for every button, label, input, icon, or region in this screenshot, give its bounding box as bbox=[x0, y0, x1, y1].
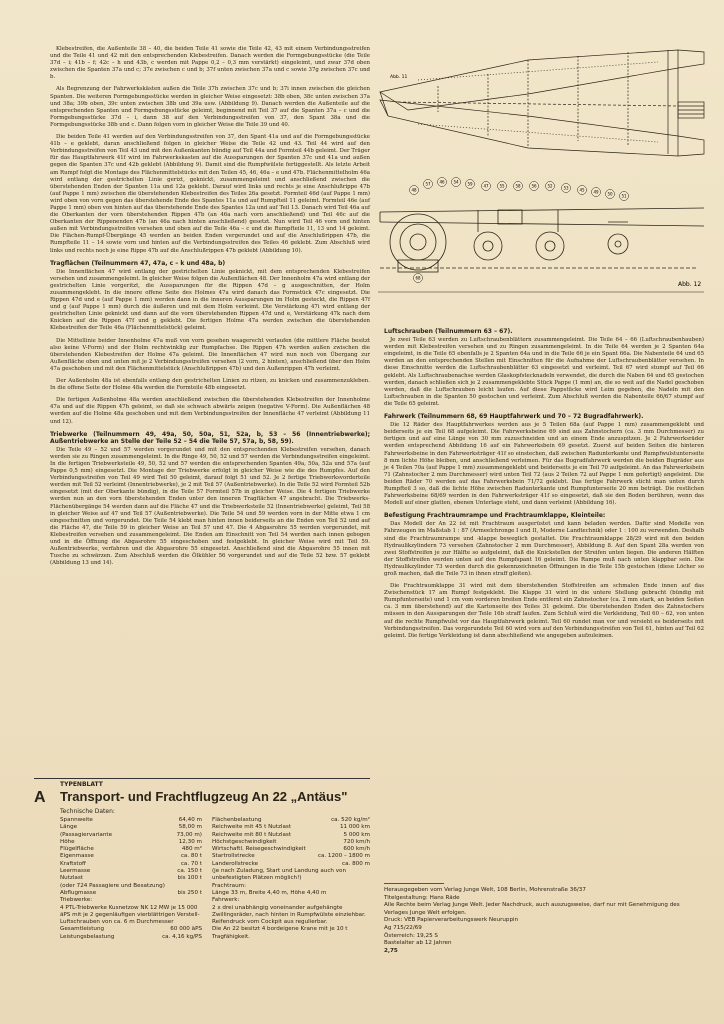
spec-key: Frachtraum: bbox=[212, 882, 246, 889]
imprint-publisher: Herausgegeben vom Verlag Junge Welt, 108 Berlin, Mohrenstraße 36/37 bbox=[384, 887, 586, 893]
spec-row bbox=[60, 890, 202, 897]
paragraph: Die 12 Räder des Hauptfahrwerkes werden aus je 5 Teilen 68a (auf Pappe 1 mm) zusammengeklebt und beiderseits je ein Teil 68 aufgeleimt. Die Fahrwerksbeine 69 sind aus Zahnstochern (ca. 3 mm Durchmesser) zu fertigen und auf eine Länge von 30 mm zuzuschneiden und an einem Ende anzuspitzen. Je 2 Fahrwerksräder werden entsprechend Abbildung 16 auf ein Fahrwerksbein 69 gesetzt. Zuerst auf beiden Seiten die hinteren Fahrwerksbeine in den Fahrwerksträger 41f so einstechen, daß zwischen Radunterkante und Rumpfwulstunterseite 8 mm lichte Höhe bleiben, und anschließend verleimen. Für das Bugradfahrwerk werden die beiden Bugräder aus je 4 Teilen 70a (auf Pappe 1 mm) zusammengeklebt und beiderseits je ein Teil 70 aufgeleimt. An das Fahrwerksbein 71 (Zahnstocher 2 mm Durchmesser) wird unten Teil 72 (aus 2 Teilen 72 auf Pappe 1 mm gefertigt) angeleimt. Die beiden Räder 70 werden auf das Fahrwerksbein 71/72 geklebt. Das fertige Fahrwerk sticht man unten durch Rumpfteil 3 so, daß die lichte Höhe zwischen Radunterkante und Rumpfunterseite 20 mm beträgt. Die restlichen Fahrwerksbeine 68/69 werden in den Fahrwerksträger 41f so eingesetzt, daß sie den Boden berühren, wenn das Modell auf einer glatten, ebenen Unterlage steht, und dann verleimt (Abbildung 16). bbox=[384, 422, 704, 507]
imprint-printer: Druck: VEB Papierverarbeitungswerk Neuruppin bbox=[384, 917, 519, 924]
paragraph: Der Außenholm 48a ist ebenfalls entlang den gestrichelten Linien zu ritzen, zu knicken und zusammenzukleben. In die offene Seite der Holme 48a werden die Formteile 48b eingesetzt. bbox=[50, 378, 370, 392]
spec-value: 58,00 m bbox=[178, 824, 202, 831]
spec-row bbox=[60, 832, 202, 839]
callout bbox=[414, 274, 423, 283]
spec-value: 5 000 km bbox=[343, 831, 370, 838]
spec-key: Nutzlast bbox=[60, 875, 83, 882]
callout bbox=[438, 178, 447, 187]
callout bbox=[410, 186, 419, 195]
callout bbox=[578, 186, 587, 195]
callout bbox=[452, 178, 461, 187]
left-text-column bbox=[50, 46, 370, 572]
section-heading: Luftschrauben (Teilnummern 63 – 67). bbox=[384, 328, 513, 335]
paragraph: Als Begrenzung der Fahrwerkskästen außen die Teile 37h zwischen 37c und b; 37i innen zwischen die gleichen Spanten. Die weiteren Formgebungsstücke werden in gleicher Weise eingesetzt: 38b oben, 38c unten zwischen 37a und 38a; 39b oben, 39c unten zwischen 38b und 39a usw. (Abbildung 9). Danach werden die Außenteile auf die entsprechenden Spanten und Formgebungsstücke geleimt, beginnend mit Teil 37 auf die Spanten 37a – c und die Formgebungsstücke 37d – i, dann 38 auf den Verbindungsstreifen von 37, den Spant 38a und die Formgebungsstücke 38b und c. Dann folgen vorn in gleicher Weise die Teile 39 und 40. bbox=[50, 86, 370, 128]
spec-row bbox=[60, 926, 202, 933]
callout bbox=[606, 190, 615, 199]
imprint-rights: Alle Rechte beim Verlag Junge Welt. Jeder Nachdruck, auch auszugsweise, darf nur mit Genehmigung des Verlages Junge Welt erfolgen. bbox=[384, 902, 680, 916]
spec-note: 2 x drei unabhängig voneinander aufgehängte Zwillingsräder, nach hinten in Rumpfwülste einziehbar. Reifendruck vom Cockpit aus regulierbar. bbox=[212, 904, 366, 926]
spec-row bbox=[212, 832, 370, 839]
svg-text:48: 48 bbox=[411, 187, 417, 193]
technical-drawing bbox=[378, 46, 708, 316]
spec-row bbox=[212, 846, 370, 853]
svg-text:55: 55 bbox=[499, 183, 505, 189]
svg-text:51: 51 bbox=[621, 193, 627, 199]
svg-text:59: 59 bbox=[467, 181, 473, 187]
spec-key: Gesamtleistung bbox=[60, 926, 105, 933]
paragraph: Je zwei Teile 63 werden zu Luftschraubenblättern zusammengeleimt. Die Teile 64 – 66 (Luftschraubenhauben) werden mit Klebestreifen versehen und zu Ringen zusammengeleimt. In die Teile 64 werden je 2 Spanten 64a eingeleimt, in die Teile 65 ebenfalls je 2 Spanten 64a und in die Teile 66 je ein Spant 66a. Die Nabenteile 64 und 65 werden an den entsprechenden Stellen mit Einschnitten für die Aufnahme der Luftschraubenblätter versehen. In diese Einschnitte werden die Luftschraubenblätter 63 eingesetzt und verleimt. Teil 67 wird stumpf auf Teil 66 geklebt. Als Luftschraubenachse werden Glaskopfstecknadeln verwendet, die durch die Naben 64 und 65 gestochen werden, danach schließen sich je 2 zusammengeklebte Stück Pappe (1 mm) an, die so weit auf die Nadel geschoben werden, daß die Luftschrauben leicht laufen. Auf diese Pappstücke wird Leim gegeben, die Nadeln mit den Luftschrauben in die Spanten 50 gestochen und verleimt. Zum Abschluß werden die Nabenteile 66/67 stumpf auf die Teile 65 geleimt. bbox=[384, 337, 704, 407]
paragraph: Die Teile 49 – 52 und 57 werden vorgerundet und mit den entsprechenden Klebestreifen versehen, danach werden sie zu Ringen zusammengeleimt. In die Ringe 49, 50, 52 und 57 werden die Verbindungsstreifen eingeleimt. In die fertigen Triebwerksteile 49, 50, 52 und 57 werden die entsprechenden Spanten 49a, 50a, 52a und 57a (auf Pappe 0,5 mm) eingesetzt. Die Montage der Triebwerke erfolgt in gleicher Weise wie die des Rumpfes. Auf den Verbindungsstreifen von Teil 49 wird Teil 50 geleimt, darauf folgt 51 und 52. Je 2 fertige Triebwerksvorderteile werden mit Teil 52 verleimt (Innentriebwerke), je 2 mit Teil 57 (Außentriebwerke). In die Teile 52 wird Formteil 52b eingesetzt (mit der Oberkante bündig), in die Teile 57 Formteil 57b in gleicher Weise. Die 4 fertigen Triebwerke werden nun an den vorn überstehenden Enden unter den inneren Tragflächen 47 angebracht. Die Triebwerks-Flächenübergänge 54 werden dann auf die Fläche 47 und die Triebwerksteile 52 (Innentriebwerke) geleimt, Teil 58 in gleicher Weise auf 47 und Teil 57 (Außentriebwerke). Die Teile 54 und 59 werden vorn in der Mitte etwa 1 cm eingeschnitten und vorgerundet. Die Teile 54 klebt man hinten innen beiderseits an die Enden von Teil 52 und auf die Fläche 47, die Teile 59 in gleicher Weise an Teil 57 und 47. Die 4 Abgasrohre 55 werden vorgerundet, mit Klebestreifen versehen und zusammengeleimt. Die Enden am Einschnitt von Teil 54 werden nach innen gebogen und in die Öffnung die Abgasrohre 55 eingeschoben und festgeklebt. In gleicher Weise wird mit Teil 59. Außentriebwerke, verfahren und die Abgasrohre 55 eingesetzt. Anschließend sind die Abgasrohre 55 innen mit Tusche zu schwärzen. Zum Abschluß werden die Ölkühler 56 vorgerundet und auf die Teile 52 bzw. 57 geklebt (Abbildung 13 und 14). bbox=[50, 446, 370, 567]
type-sheet-subtitle: Technische Daten: bbox=[60, 808, 115, 815]
callout bbox=[562, 184, 571, 193]
section-heading: Triebwerke (Teilnummern 49, 49a, 50, 50a, 51, 52a, b, 53 – 56 (Innentriebwerke); Außentriebwerke an Stelle der Teile 52 – 54 die Teile 57, 57a, b, 58, 59). bbox=[50, 430, 370, 445]
imprint-age: Bastelalter ab 12 Jahren bbox=[384, 940, 452, 947]
callout bbox=[546, 182, 555, 191]
spec-row bbox=[60, 861, 202, 868]
callout bbox=[620, 192, 629, 201]
spec-row bbox=[212, 839, 370, 846]
svg-text:45: 45 bbox=[579, 187, 585, 193]
imprint-license: Ag 715/22/69 bbox=[384, 924, 422, 931]
callout bbox=[498, 182, 507, 191]
wing-planform-drawing bbox=[380, 50, 704, 156]
spec-key: Eigenmasse bbox=[60, 853, 94, 860]
spec-note: Die An 22 besitzt 4 bordeigene Krane mit je 10 t Tragfähigkeit. bbox=[212, 926, 348, 940]
spec-key: (Passagiervariante bbox=[60, 831, 113, 838]
paragraph: Die beiden Teile 41 werden auf den Verbindungsstreifen von 37, den Spant 41a und auf die Formgebungsstücke 41b – e geklebt, daran anschließend folgen in gleicher Weise die Teile 42 und 43. Teil 44 wird auf den Verbindungsstreifen von Teil 43 und mit den Außenkanten bündig auf Teil 44a und Formteil 44b geleimt. Der Träger für das Hauptfahrwerk 41f wird im Fahrwerkskasten auf die Aussparungen der Spanten 37c und 41a und außen gegen die Spanten 37c und 42b geklebt (Abbildung 9). Damit sind die Rumpfwülste fertiggestellt. Als letzte Arbeit am Rumpf folgt die Montage des Flächenmittelstücks mit den Teilen 45, 46, 46a – e und 47b. Flächenmittelholm 46a wird entlang der gestrichelten Linie gerizt, geknickt, zusammengeleimt und anschließend zwischen die überstehenden Enden der Spanten 11a und 12a geklebt. Darauf wird links und rechts je eine Anschlußrippe 47b (auf Pappe 1 mm) zwischen die überstehenden Klebestreifen des Teiles 26a gesetzt. Formteil 46d (auf Pappe 1 mm) wird oben von vorn gegen das überstehende Ende des Spantes 11a und auf Rumpfteil 11 geleimt. Formteil 46e (auf Pappe 1 mm) oben von hinten auf das überstehende Ende des Spantes 12a und auf Teil 13. Danach wird Teil 46a auf die Oberkanten der vorn überstehenden Rippen 47b (an 46a nach vorn anschließend) und Teil 46c auf die Oberkanten der Rippenenden 47b (an 46a nach hinten anschließend) gesetzt. Nun wird Teil 46 vorn und hinten außen mit Verbindungsstreifen versehen und oben auf die Teile 46a – c und die Rumpfteile 11, 13 und 14 geleimt. Die Flächen-Rumpf-Übergänge 45 werden an beiden Enden vergerundet und auf die Anschlußrippen 47b, die Rumpfteile 11 – 14 sowie vorn und hinten auf die Verbindungsstreifen des Teiles 46 geklebt. Zum Abschluß wird links und rechts noch je eine Rippe 47b auf die Anschlußrippen 47b geklebt (Abbildung 10). bbox=[50, 134, 370, 254]
spec-value: bis 250 t bbox=[177, 889, 202, 896]
type-sheet-label: TYPENBLATT bbox=[60, 781, 103, 788]
spec-row bbox=[212, 883, 370, 890]
spec-key: Reichweite mit 45 t Nutzlast bbox=[212, 824, 292, 831]
spec-value: 73,00 m) bbox=[176, 831, 202, 838]
spec-value: 12,30 m bbox=[178, 838, 202, 845]
spec-value: 64,40 m bbox=[178, 817, 202, 823]
fig-main-label: Abb. 12 bbox=[678, 281, 702, 288]
spec-key: Flächenbelastung bbox=[212, 817, 262, 823]
imprint-divider bbox=[384, 883, 444, 884]
svg-text:54: 54 bbox=[453, 179, 459, 185]
spec-row bbox=[60, 875, 202, 882]
svg-text:50: 50 bbox=[607, 191, 613, 197]
spec-row bbox=[60, 853, 202, 860]
spec-value: 480 m² bbox=[181, 846, 202, 853]
spec-value: ca. 70 t bbox=[180, 860, 202, 867]
spec-value: 600 km/h bbox=[343, 846, 370, 853]
callout bbox=[466, 180, 475, 189]
spec-row bbox=[60, 868, 202, 875]
callout bbox=[424, 180, 433, 189]
spec-key: Spannweite bbox=[60, 817, 93, 823]
svg-text:49: 49 bbox=[593, 189, 599, 195]
spec-note: Länge 33 m, Breite 4,40 m, Höhe 4,40 m bbox=[212, 889, 327, 896]
spec-row bbox=[212, 897, 370, 904]
spec-key: Höchstgeschwindigkeit bbox=[212, 838, 277, 845]
spec-row bbox=[60, 846, 202, 853]
spec-row bbox=[60, 839, 202, 846]
imprint-price: 2,75 bbox=[384, 947, 398, 954]
right-text-column bbox=[384, 324, 704, 645]
callout bbox=[482, 182, 491, 191]
spec-value: 720 km/h bbox=[343, 838, 370, 845]
spec-row bbox=[212, 861, 370, 868]
spec-row bbox=[212, 824, 370, 831]
spec-key: Länge bbox=[60, 824, 78, 831]
type-sheet-title: Transport- und Frachtflugzeug An 22 „Antäus" bbox=[60, 789, 348, 804]
front-view-drawing bbox=[378, 208, 704, 292]
spec-value: ca. 1200 – 1800 m bbox=[317, 853, 370, 860]
callout bbox=[514, 182, 523, 191]
paragraph: Die Frachtraumklappe 31 wird mit dem überstehenden Stoffstreifen am schmalen Ende innen auf das Zwischenstück 17 am Rumpf festgeklebt. Die Klappe 31 wird in die untere Stellung gebracht (bündig mit Rumpfunterseite) und 1 cm vom vorderen breiten Ende entfernt ein Zahnstocher (ca. 2 mm stark, an beiden Seiten ca. 3 mm überstehend) auf die Kartonseite des Teiles 31 geleimt. Die überstehenden Enden des Zahnstochers müssen in den Aussparungen der Teile 16b straff laufen. Zum Schluß wird die Verkleidung, Teil 60 – 62, von unten auf die rechte Rumpfwulst vor das Hauptfahrwerk geleimt. Teil 60 rundet man vor und versieht es beiderseits mit Verbindungsstreifen. Das vorgerundete Teil 60 wird vorn auf den Verbindungsstreifen von Teil 61, hinten auf Teil 62 geleimt. Die fertige Verkleidung ist dann abschließend wie angegeben aufzuleimen. bbox=[384, 583, 704, 639]
spec-key: (oder 724 Passagiere und Besatzung) bbox=[60, 882, 165, 889]
spec-key: Wirtschaftl. Reisegeschwindigkeit bbox=[212, 846, 306, 853]
svg-text:47: 47 bbox=[483, 183, 489, 189]
svg-text:68: 68 bbox=[415, 275, 421, 281]
spec-value: ca. 800 m bbox=[342, 860, 370, 867]
spec-value: ca. 520 kg/m² bbox=[331, 817, 370, 823]
spec-key: Kraftstoff bbox=[60, 860, 86, 867]
spec-note: 4 PTL-Triebwerke Kusnetzow NK 12 MW je 15 000 äPS mit je 2 gegenläufigen vierblättrigen Verstell-Luftschrauben von ca. 6 m Durchmesser bbox=[60, 904, 200, 926]
spec-note: (je nach Zuladung, Start und Landung auch von unbefestigten Plätzen möglich!) bbox=[212, 868, 347, 882]
imprint bbox=[384, 880, 704, 955]
paragraph: Das Modell der An 22 ist mit Frachtraum ausgerüstet und kann beladen werden. Dafür sind Modelle von Fahrzeugen im Maßstab 1 : 87 (Armeelchronge I und II, Moderne Landtechnik) oder 1 : 100 zu verwenden. Deshalb sind die Frachtraumrampe und -klappe beweglich gestaltet. Die Frachtraumklappe 28/29 wird mit den beiden Hydraulikzylindern 73 versehen (Zahnstocher 2 mm Durchmesser), Abbildung 8. Auf den Spant 28a werden von zwei Stoffstreifen je zur Hälfte so aufgeleimt, daß die Knickstellen der Streifen unten liegen. Die anderen Hälften der Stoffstreifen werden unten auf den Rumpfspant 16 geleimt. Die Rampe muß nach unten klappbar sein. Die Hydraulikzylinder 73 werden durch die gekennzeichneten Öffnungen in die Teile 15b gestochen (diese Löcher so groß machen, daß die Teile 73 in ihnen straff gleiten). bbox=[384, 521, 704, 577]
section-heading: Befestigung Frachtraumrampe und Frachtraumklappe, Kleinteile: bbox=[384, 512, 606, 520]
spec-key: Höhe bbox=[60, 838, 75, 845]
paragraph: Die Innenflächen 47 wird entlang der gestrichelten Linie geknickt, mit dem entsprechenden Klebestreifen versehen und zusammengeleimt. In gleicher Weise folgen die Außenflächen 48. Der Innenholm 47a wird entlang der gestrichelten Linie vorgeritzt, die Aussparungen für die Rippen 47d – g ausgeschnitten, der Holm zusammengeklebt. In die innere offene Seite des Holmes 47a wird danach das Formstück 47c eingesetzt. Die Rippen 47d und e (auf Pappe 1 mm) werden dann in die inneren Aussparungen im Holm gesteckt, die Rippen 47f und g (auf Pappe 1 mm) durch die äußeren und mit dem Holm verleimt. Die Verstärkung 47i wird entlang der gestrichelten Linie geknickt und dann auf die vorn überstehenden Rippen 47d und e, Verstärkung 47k nach dem Knicken auf die Rippen 47f und g geklebt. Die fertigen Holme 47a werden zwischen die überstehenden Klebestreifen der Teile 46a (Flächenmittelstück) geleimt. bbox=[50, 268, 370, 332]
spec-row bbox=[212, 817, 370, 824]
callout bbox=[592, 188, 601, 197]
type-sheet-letter: A bbox=[34, 789, 46, 806]
spec-key: Landerollstrecke bbox=[212, 860, 259, 867]
callout-circles bbox=[410, 178, 629, 283]
svg-text:52: 52 bbox=[547, 183, 553, 189]
spec-row bbox=[60, 824, 202, 831]
spec-value: bis 100 t bbox=[177, 875, 202, 882]
spec-value: ca. 80 t bbox=[180, 853, 202, 860]
type-sheet bbox=[34, 778, 370, 1005]
spec-row bbox=[60, 883, 202, 890]
callout bbox=[530, 182, 539, 191]
svg-text:53: 53 bbox=[563, 185, 569, 191]
spec-key: Abflugmasse bbox=[60, 889, 97, 896]
spec-value: 11 000 km bbox=[339, 824, 370, 831]
spec-list-right bbox=[212, 817, 370, 941]
paragraph: Klebestreifen, die Außenteile 38 – 40, die beiden Teile 41 sowie die Teile 42, 43 mit einem Verbindungsstreifen und die Teile 41 und 42 mit den entsprechenden Klebestreifen. Danach werden die Formgebungsstücke (die Teile 37d – i; 41b – f; 42c – h und 43b, c werden mit Pappe 0,2 – 0,3 mm verstärkt) eingeleimt, und zwar 37d oben zwischen die Spanten 37a und c; 37e zwischen c und b; 37f unten zwischen 37a und c sowie 37g zwischen 37c und b. bbox=[50, 46, 370, 81]
svg-text:56: 56 bbox=[531, 183, 537, 189]
spec-key: Reichweite mit 80 t Nutzlast bbox=[212, 831, 292, 838]
spec-row bbox=[60, 934, 202, 941]
svg-text:58: 58 bbox=[515, 183, 521, 189]
svg-text:57: 57 bbox=[425, 181, 431, 187]
section-heading: Tragflächen (Teilnummern 47, 47a, c – k und 48a, b) bbox=[50, 259, 226, 267]
spec-key: Startrollstrecke bbox=[212, 853, 255, 860]
spec-row bbox=[212, 853, 370, 860]
spec-key: Flügelfläche bbox=[60, 846, 94, 853]
spec-key: Triebwerke: bbox=[60, 897, 93, 904]
svg-text:46: 46 bbox=[439, 179, 445, 185]
paragraph: Die fertigen Außenholme 48a werden anschließend zwischen die überstehenden Klebestreifen der Innenholme 47a und auf die Rippen 47h geleimt, so daß sie schwach abwärts zeigen (negative V-Form). Die Außenflächen 48 werden auf die Holme 48a geschoben und mit dem Verbindungsstreifen der Innenfläche 47 verleimt (Abbildung 11 und 12). bbox=[50, 397, 370, 425]
spec-row bbox=[60, 817, 202, 824]
spec-list-left bbox=[60, 817, 202, 941]
fig-small-label: Abb. 11 bbox=[390, 75, 408, 80]
paragraph: Die Mittellinie beider Innenholme 47a muß von vorn gesehen waagerecht verlaufen (die mittlere Fläche besitzt also keine V-Form) und der Holm rechtwinklig zur Rumpfachse. Die Rippen 47h werden außen zwischen die überstehenden Klebestreifen der Holme 47a geleimt. Die Innenflächen 47 wird nun noch von Übergang zur Außenfläche oben und unten mit je 2 Verbindungsstreifen versehen (2 vorn, 2 hinten), anschließend über den Holm 47a geschoben und mit den Flächenmittelstück (Anschlußrippen 47b) und den Außenrippen 47h verleimt. bbox=[50, 337, 370, 372]
spec-key: Leermasse bbox=[60, 868, 91, 875]
spec-key: Fahrwerk: bbox=[212, 897, 240, 904]
imprint-cover-design: Titelgestaltung: Hans Räde bbox=[384, 894, 460, 901]
spec-key: Leistungsbelastung bbox=[60, 933, 115, 940]
spec-value: ca. 150 t bbox=[177, 868, 202, 875]
section-heading: Fahrwerk (Teilnummern 68, 69 Hauptfahrwerk und 70 – 72 Bugradfahrwerk). bbox=[384, 413, 644, 421]
spec-value: ca. 4,16 kg/PS bbox=[162, 933, 202, 940]
imprint-price-austria: Österreich: 19,25 S bbox=[384, 932, 438, 939]
spec-row bbox=[60, 897, 202, 904]
spec-value: 60 000 äPS bbox=[170, 926, 202, 933]
